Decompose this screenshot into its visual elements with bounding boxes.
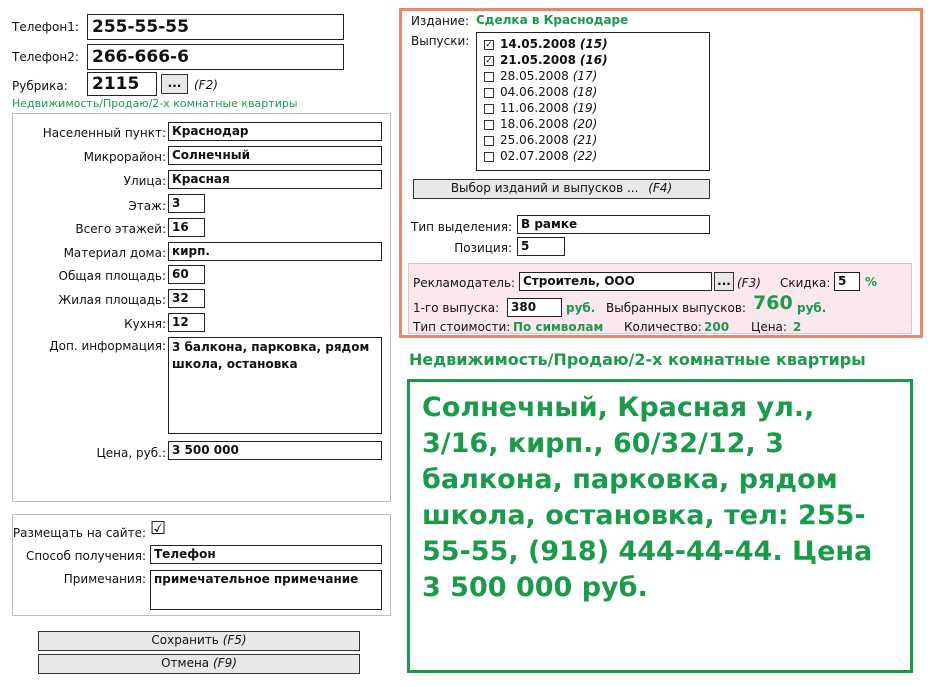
select-editions-hotkey: (F4)	[648, 181, 673, 195]
area-total-input[interactable]: 60	[168, 265, 205, 284]
issue-checkbox[interactable]: ✓	[485, 39, 493, 50]
issue-item[interactable]	[484, 68, 709, 84]
issue-checkbox[interactable]	[484, 104, 494, 114]
cost-type-label: Тип стоимости:	[413, 320, 511, 334]
issue-item[interactable]	[484, 132, 709, 148]
issue-date: 25.06.2008	[500, 133, 569, 147]
issue-checkbox[interactable]	[484, 120, 494, 130]
preview-text: Солнечный, Красная ул., 3/16, кирп., 60/32/12, 3 балкона, парковка, рядом школа, остановка, тел: 255-55-55, (918) 444-44-44. Цена 3 500 000 руб.	[407, 379, 913, 673]
floors-total-label: Всего этажей:	[75, 222, 166, 236]
issue-date: 28.05.2008	[500, 69, 569, 83]
city-label: Населенный пункт:	[42, 126, 166, 140]
issue-number: (15)	[579, 37, 608, 51]
receive-method-label: Способ получения:	[25, 549, 146, 563]
issue-number: (17)	[572, 69, 598, 83]
phone1-label: Телефон1:	[12, 20, 79, 34]
street-input[interactable]: Красная	[168, 170, 382, 189]
save-button-hotkey: (F5)	[222, 633, 247, 647]
highlight-type-input[interactable]: В рамке	[517, 215, 710, 234]
save-button[interactable]	[38, 631, 360, 651]
unit-price-value: 2	[793, 320, 802, 334]
first-issue-unit: руб.	[566, 301, 596, 315]
position-input[interactable]: 5	[517, 237, 565, 256]
area-total-label: Общая площадь:	[58, 269, 166, 283]
edition-label: Издание:	[411, 14, 470, 28]
selected-issues-label: Выбранных выпусков:	[606, 301, 746, 315]
issue-checkbox[interactable]	[484, 152, 494, 162]
publish-on-site-checkbox[interactable]: ☑	[150, 518, 167, 539]
advertiser-hotkey: (F3)	[737, 276, 761, 290]
area-living-input[interactable]: 32	[168, 289, 205, 308]
advertiser-label: Рекламодатель:	[413, 276, 516, 290]
issue-number: (21)	[572, 133, 598, 147]
issue-number: (20)	[572, 117, 598, 131]
issue-item[interactable]	[484, 100, 709, 116]
discount-unit: %	[865, 275, 878, 289]
quantity-label: Количество:	[624, 320, 702, 334]
issue-item[interactable]	[484, 148, 709, 164]
issue-item[interactable]	[484, 116, 709, 132]
issue-date: 14.05.2008	[500, 37, 576, 51]
cancel-button[interactable]	[38, 654, 360, 674]
issue-date: 11.06.2008	[500, 101, 569, 115]
price-input[interactable]: 3 500 000	[168, 441, 382, 460]
position-label: Позиция:	[454, 241, 512, 255]
area-living-label: Жилая площадь:	[58, 293, 166, 307]
issues-list[interactable]	[476, 32, 710, 171]
publish-on-site-label: Размещать на сайте:	[12, 526, 146, 540]
issue-item[interactable]	[484, 84, 709, 100]
edition-value: Сделка в Краснодаре	[476, 13, 629, 27]
phone1-input[interactable]: 255-55-55	[87, 14, 344, 40]
kitchen-label: Кухня:	[124, 317, 166, 331]
city-input[interactable]: Краснодар	[168, 122, 382, 141]
issue-date: 21.05.2008	[500, 53, 576, 67]
rubric-browse-button[interactable]: ...	[161, 74, 188, 94]
quantity-value: 200	[704, 320, 730, 334]
district-label: Микрорайон:	[83, 150, 166, 164]
receive-method-input[interactable]: Телефон	[150, 545, 382, 564]
cancel-button-label: Отмена	[161, 656, 210, 670]
issues-label: Выпуски:	[411, 34, 470, 48]
extra-info-label: Доп. информация:	[49, 339, 166, 353]
issue-checkbox[interactable]: ✓	[485, 55, 493, 66]
selected-issues-value: 760	[753, 292, 793, 314]
price-label: Цена, руб.:	[96, 446, 166, 460]
first-issue-input[interactable]: 380	[507, 298, 562, 317]
preview-heading: Недвижимость/Продаю/2-х комнатные квартиры	[409, 350, 866, 369]
issue-checkbox[interactable]	[484, 72, 494, 82]
rubric-label: Рубрика:	[12, 79, 68, 93]
unit-price-label: Цена:	[751, 320, 787, 334]
rubric-hotkey: (F2)	[194, 78, 218, 92]
issue-number: (18)	[572, 85, 598, 99]
issue-date: 04.06.2008	[500, 85, 569, 99]
save-button-label: Сохранить	[151, 633, 219, 647]
district-input[interactable]: Солнечный	[168, 146, 382, 165]
issue-number: (22)	[572, 149, 598, 163]
advertiser-input[interactable]: Строитель, ООО	[519, 272, 712, 291]
issue-date: 18.06.2008	[500, 117, 569, 131]
floors-total-input[interactable]: 16	[168, 218, 205, 237]
selected-issues-unit: руб.	[797, 301, 827, 315]
floor-input[interactable]: 3	[168, 194, 205, 213]
material-input[interactable]: кирп.	[168, 242, 382, 261]
issue-number: (16)	[579, 53, 608, 67]
phone2-input[interactable]: 266-666-6	[87, 44, 344, 70]
notes-textarea[interactable]: примечательное примечание	[150, 570, 382, 610]
floor-label: Этаж:	[128, 199, 166, 213]
extra-info-textarea[interactable]: 3 балкона, парковка, рядом школа, остановка	[168, 337, 382, 434]
cancel-button-hotkey: (F9)	[213, 656, 237, 670]
issue-number: (19)	[572, 101, 598, 115]
first-issue-label: 1-го выпуска:	[413, 301, 500, 315]
issue-date: 02.07.2008	[500, 149, 569, 163]
phone2-label: Телефон2:	[12, 50, 79, 64]
street-label: Улица:	[123, 174, 166, 188]
cost-type-value: По символам	[513, 320, 604, 334]
advertiser-browse-button[interactable]: ...	[714, 272, 734, 291]
highlight-type-label: Тип выделения:	[411, 220, 512, 234]
issue-item[interactable]	[484, 52, 709, 68]
select-editions-button[interactable]	[413, 179, 710, 199]
rubric-input[interactable]: 2115	[87, 72, 157, 96]
issue-checkbox[interactable]	[484, 88, 494, 98]
issue-checkbox[interactable]	[484, 136, 494, 146]
discount-input[interactable]: 5	[834, 272, 860, 291]
issue-item[interactable]	[484, 36, 709, 52]
kitchen-input[interactable]: 12	[168, 313, 205, 332]
select-editions-label: Выбор изданий и выпусков ...	[450, 181, 639, 195]
material-label: Материал дома:	[63, 246, 166, 260]
notes-label: Примечания:	[63, 572, 146, 586]
discount-label: Скидка:	[780, 276, 831, 290]
rubric-path: Недвижимость/Продаю/2-х комнатные квартиры	[12, 97, 298, 110]
